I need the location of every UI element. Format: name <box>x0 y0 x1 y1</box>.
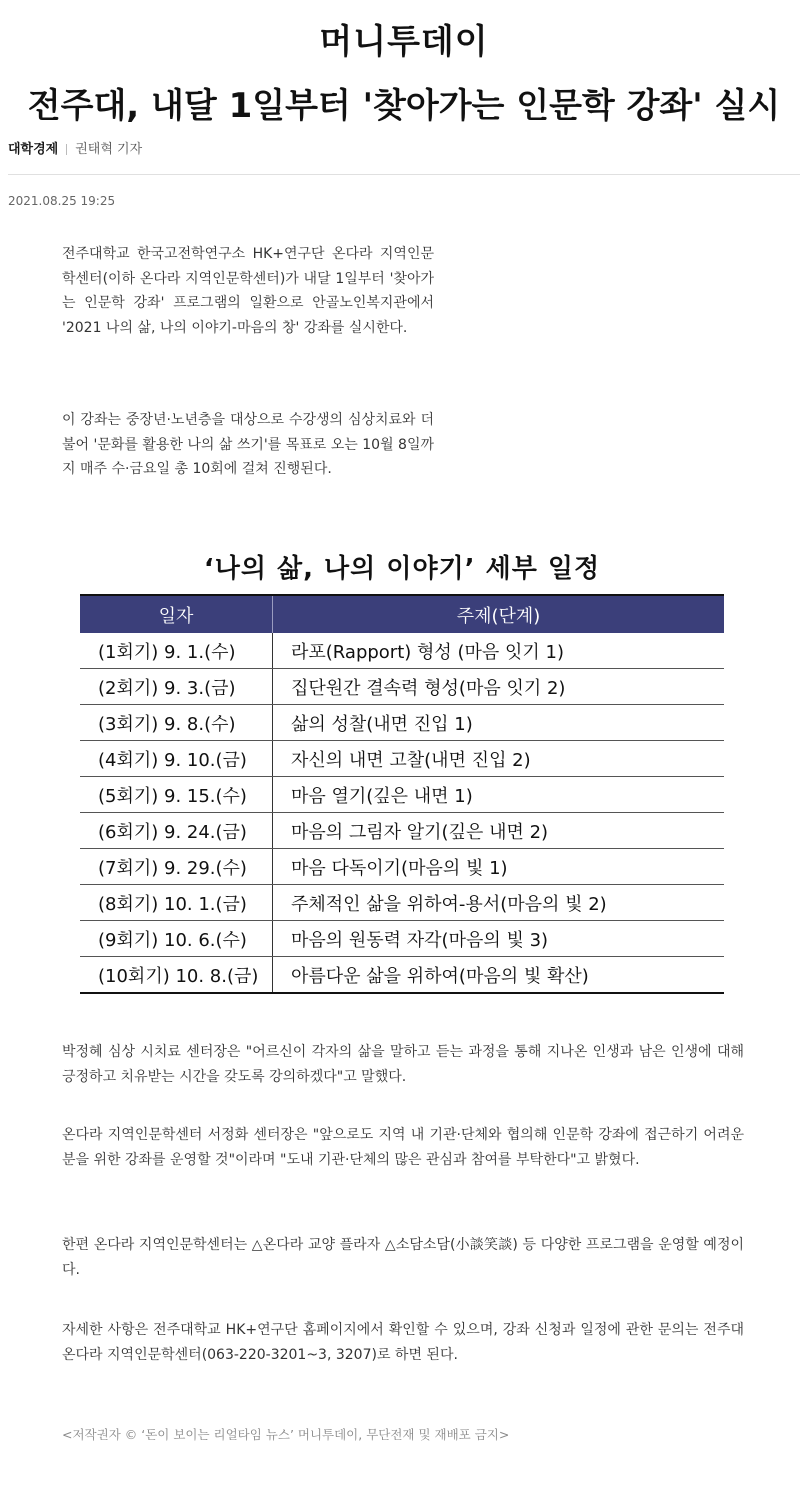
session-topic: 마음 다독이기(마음의 빛 1) <box>273 849 725 885</box>
header-divider <box>8 174 800 175</box>
session-topic: 라포(Rapport) 형성 (마음 잇기 1) <box>273 633 725 669</box>
session-date: (1회기) 9. 1.(수) <box>80 633 273 669</box>
session-topic: 주체적인 삶을 위하여-용서(마음의 빛 2) <box>273 885 725 921</box>
section-label[interactable]: 대학경제 <box>8 142 59 157</box>
schedule-row <box>80 885 724 921</box>
session-topic: 집단원간 결속력 형성(마음 잇기 2) <box>273 669 725 705</box>
schedule-row <box>80 741 724 777</box>
article-paragraph: 전주대학교 한국고전학연구소 HK+연구단 온다라 지역인문학센터(이하 온다라 지역인문학센터)가 내달 1일부터 '찾아가는 인문학 강좌' 프로그램의 일환으로 안골노인복지관에서 '2021 나의 삶, 나의 이야기-마음의 창' 강좌를 실시한다. <box>62 246 434 336</box>
session-date: (8회기) 10. 1.(금) <box>80 885 273 921</box>
reporter-name[interactable]: 권태혁 기자 <box>75 142 143 157</box>
schedule-row <box>80 849 724 885</box>
session-date: (4회기) 9. 10.(금) <box>80 741 273 777</box>
schedule-table <box>80 594 724 994</box>
article-paragraph: 온다라 지역인문학센터 서정화 센터장은 "앞으로도 지역 내 기관·단체와 협의해 인문학 강좌에 접근하기 어려운 분을 위한 강좌를 운영할 것"이라며 "도내 기관·단체의 많은 관심과 참여를 부탁한다"고 밝혔다. <box>62 1127 744 1168</box>
article-paragraph: 이 강좌는 중장년·노년층을 대상으로 수강생의 심상치료와 더불어 '문화를 활용한 나의 삶 쓰기'를 목표로 오는 10월 8일까지 매주 수·금요일 총 10회에 걸쳐 진행된다. <box>62 412 434 477</box>
schedule-row <box>80 633 724 669</box>
session-topic: 마음의 원동력 자각(마음의 빛 3) <box>273 921 725 957</box>
header-date: 일자 <box>80 595 273 633</box>
copyright-notice: <저작권자 © ‘돈이 보이는 리얼타임 뉴스’ 머니투데이, 무단전재 및 재배포 금지> <box>62 1427 510 1442</box>
header-topic: 주제(단계) <box>273 595 725 633</box>
session-topic: 아름다운 삶을 위하여(마음의 빛 확산) <box>273 957 725 994</box>
article-paragraph: 한편 온다라 지역인문학센터는 △온다라 교양 플라자 △소담소담(小談笑談) 등 다양한 프로그램을 운영할 예정이다. <box>62 1237 744 1278</box>
publisher-logo[interactable]: 머니투데이 <box>319 22 489 62</box>
byline <box>8 138 142 157</box>
schedule-row <box>80 957 724 994</box>
article-paragraph: 자세한 사항은 전주대학교 HK+연구단 홈페이지에서 확인할 수 있으며, 강좌 신청과 일정에 관한 문의는 전주대 온다라 지역인문학센터(063-220-3201~3, 3207)로 하면 된다. <box>62 1322 744 1363</box>
schedule-image <box>62 536 742 1014</box>
session-date: (5회기) 9. 15.(수) <box>80 777 273 813</box>
session-date: (2회기) 9. 3.(금) <box>80 669 273 705</box>
session-topic: 마음 열기(깊은 내면 1) <box>273 777 725 813</box>
session-topic: 삶의 성찰(내면 진입 1) <box>273 705 725 741</box>
schedule-row <box>80 777 724 813</box>
session-topic: 마음의 그림자 알기(깊은 내면 2) <box>273 813 725 849</box>
schedule-header-row <box>80 595 724 633</box>
article-paragraph: 박정혜 심상 시치료 센터장은 "어르신이 각자의 삶을 말하고 듣는 과정을 통해 지나온 인생과 남은 인생에 대해 긍정하고 치유받는 시간을 갖도록 강의하겠다"고 말했다. <box>62 1044 744 1085</box>
article-headline: 전주대, 내달 1일부터 '찾아가는 인문학 강좌' 실시 <box>27 86 781 126</box>
schedule-row <box>80 921 724 957</box>
schedule-row <box>80 813 724 849</box>
session-date: (10회기) 10. 8.(금) <box>80 957 273 994</box>
session-topic: 자신의 내면 고찰(내면 진입 2) <box>273 741 725 777</box>
schedule-row <box>80 705 724 741</box>
session-date: (6회기) 9. 24.(금) <box>80 813 273 849</box>
schedule-title: ‘나의 삶, 나의 이야기’ 세부 일정 <box>203 554 601 584</box>
byline-divider <box>66 144 67 155</box>
session-date: (3회기) 9. 8.(수) <box>80 705 273 741</box>
session-date: (7회기) 9. 29.(수) <box>80 849 273 885</box>
session-date: (9회기) 10. 6.(수) <box>80 921 273 957</box>
schedule-row <box>80 669 724 705</box>
publish-datetime: 2021.08.25 19:25 <box>8 194 116 208</box>
